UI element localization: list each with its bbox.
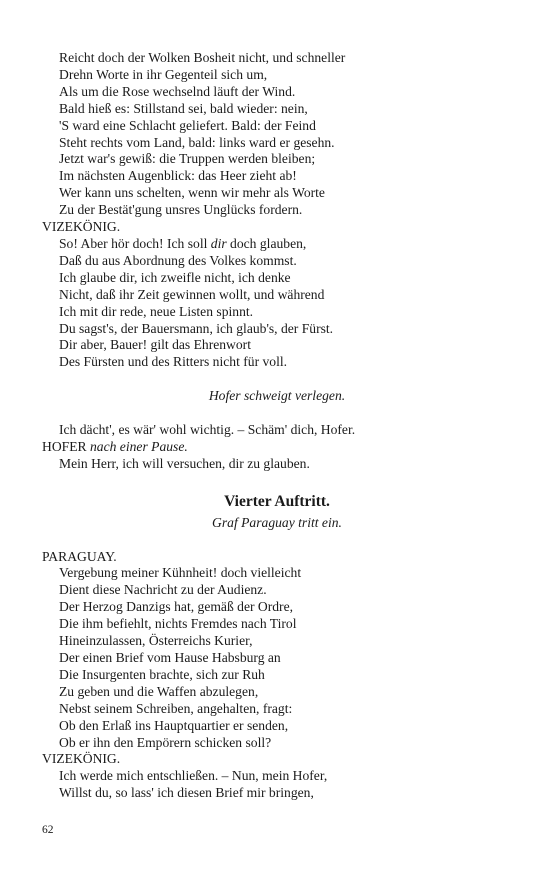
verse-line: 'S ward eine Schlacht geliefert. Bald: der Feind [59, 117, 316, 133]
verse-line: Des Fürsten und des Ritters nicht für voll. [59, 354, 288, 370]
verse-line: Zu geben und die Waffen abzulegen, [59, 683, 259, 699]
verse-fragment: So! Aber hör doch! Ich soll [59, 235, 211, 251]
verse-line: Hineinzulassen, Österreichs Kurier, [59, 633, 253, 649]
verse-line: Zu der Bestät'gung unsres Unglücks fordern. [59, 202, 303, 218]
verse-line: Daß du aus Abordnung des Volkes kommst. [59, 252, 297, 268]
verse-line: Steht rechts vom Land, bald: links ward er gesehn. [59, 134, 335, 150]
speaker-name: PARAGUAY. [42, 548, 117, 564]
page-text [42, 50, 512, 802]
verse-line: Ob den Erlaß ins Hauptquartier er senden, [59, 717, 289, 733]
scene-stage-direction: Graf Paraguay tritt ein. [212, 514, 342, 530]
verse-line: Ich dächt', es wär' wohl wichtig. – Schäm' dich, Hofer. [59, 421, 356, 437]
verse-line: Ich glaube dir, ich zweifle nicht, ich denke [59, 269, 291, 285]
verse-block-1 [42, 50, 512, 219]
verse-line: Ich werde mich entschließen. – Nun, mein Hofer, [59, 768, 328, 784]
verse-emphasis: dir [210, 235, 227, 251]
verse-line: Dient diese Nachricht zu der Audienz. [59, 582, 267, 598]
stage-direction: Hofer schweigt verlegen. [208, 388, 346, 404]
verse-line: Ich mit dir rede, neue Listen spinnt. [59, 303, 254, 319]
verse-line: Du sagst's, der Bauersmann, ich glaub's, der Fürst. [59, 320, 334, 336]
verse-line: Als um die Rose wechselnd läuft der Wind. [59, 83, 296, 99]
verse-line: Willst du, so lass' ich diesen Brief mir bringen, [59, 785, 314, 801]
verse-line: Bald hieß es: Stillstand sei, bald wieder: nein, [59, 100, 308, 116]
verse-line: Dir aber, Bauer! gilt das Ehrenwort [59, 337, 251, 353]
verse-line: Die ihm befiehlt, nichts Fremdes nach Tirol [59, 616, 297, 632]
verse-line [42, 236, 512, 253]
speaker-name: HOFER [42, 438, 87, 454]
verse-block-2 [42, 236, 512, 371]
page-number: 62 [42, 824, 54, 836]
verse-line: Nebst seinem Schreiben, angehalten, fragt: [59, 700, 293, 716]
verse-fragment: doch glauben, [226, 235, 307, 251]
verse-line: Im nächsten Augenblick: das Heer zieht ab! [59, 168, 297, 184]
scene-heading: Vierter Auftritt. [224, 492, 330, 510]
verse-line: Jetzt war's gewiß: die Truppen werden bleiben; [59, 151, 316, 167]
verse-line: Der Herzog Danzigs hat, gemäß der Ordre, [59, 599, 294, 615]
spacer [42, 532, 512, 549]
verse-line: Wer kann uns schelten, wenn wir mehr als Worte [59, 185, 325, 201]
speaker-with-direction [42, 439, 512, 456]
verse-block-4 [42, 768, 512, 802]
spacer [42, 405, 512, 422]
spacer [42, 371, 512, 388]
verse-line: Vergebung meiner Kühnheit! doch vielleicht [59, 565, 302, 581]
verse-block-3 [42, 565, 512, 751]
speaker-name: VIZEKÖNIG. [42, 219, 121, 235]
speaker-name: VIZEKÖNIG. [42, 751, 121, 767]
verse-line: Drehn Worte in ihr Gegenteil sich um, [59, 66, 268, 82]
verse-line: Mein Herr, ich will versuchen, dir zu glauben. [59, 455, 310, 471]
verse-line: Nicht, daß ihr Zeit gewinnen wollt, und während [59, 286, 325, 302]
verse-line: Die Insurgenten brachte, sich zur Ruh [59, 666, 265, 682]
verse-line: Der einen Brief vom Hause Habsburg an [59, 649, 281, 665]
speaker-direction: nach einer Pause. [89, 438, 188, 454]
verse-line: Reicht doch der Wolken Bosheit nicht, und schneller [59, 50, 346, 65]
verse-line: Ob er ihn den Empörern schicken soll? [59, 734, 272, 750]
spacer [42, 473, 512, 492]
